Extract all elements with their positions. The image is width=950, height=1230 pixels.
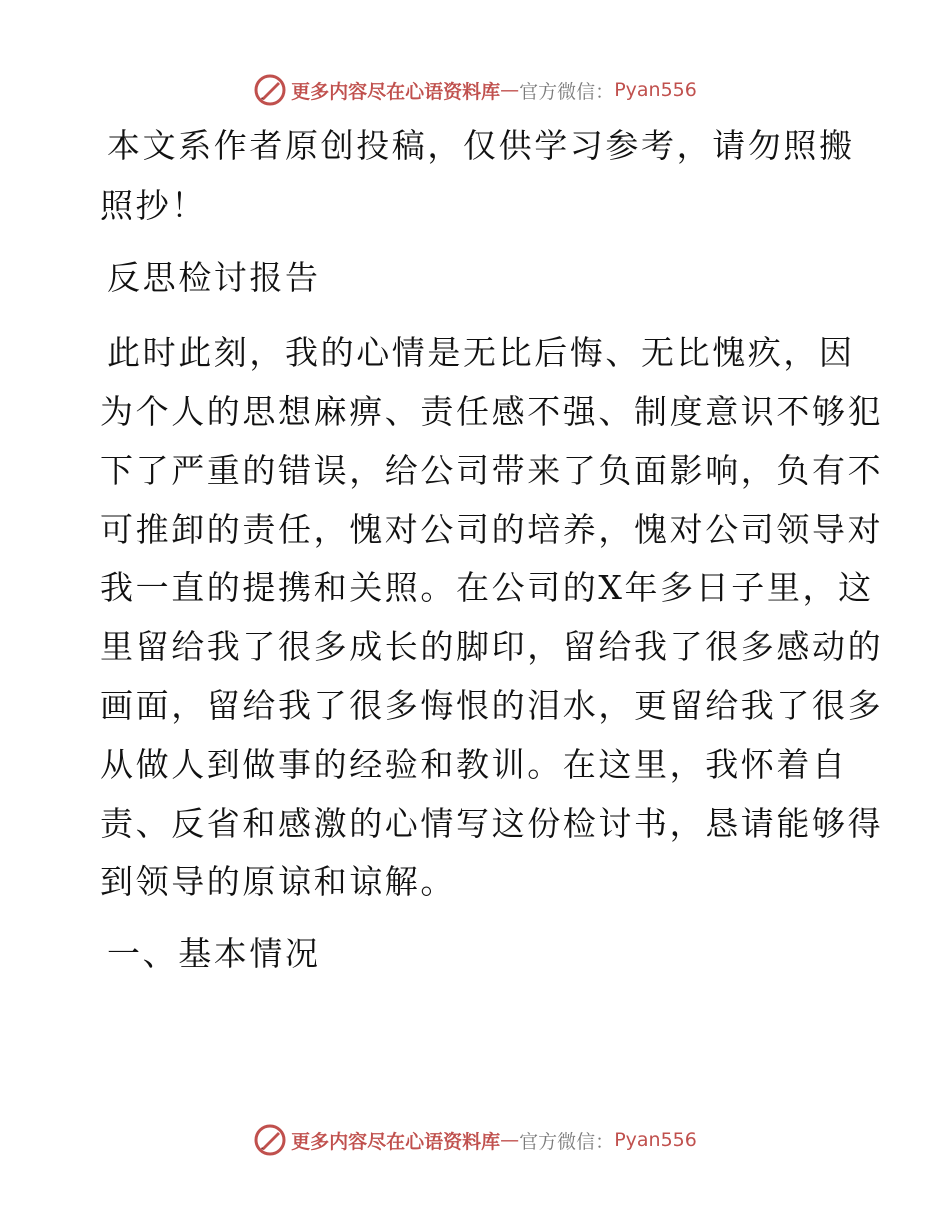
quill-pen-logo-icon <box>253 73 287 107</box>
notice-line: 照抄！ <box>100 186 207 225</box>
footer-watermark <box>0 1120 950 1160</box>
paragraph-line: 此时此刻，我的心情是无比后悔、无比愧疚，因 <box>107 333 855 372</box>
paragraph-line: 下了严重的错误，给公司带来了负面影响，负有不 <box>100 451 884 490</box>
section-heading: 一、基本情况 <box>107 934 321 973</box>
paragraph-line: 里留给我了很多成长的脚印，留给我了很多感动的 <box>100 627 884 666</box>
paragraph-line: 画面，留给我了很多悔恨的泪水，更留给我了很多 <box>100 686 884 725</box>
watermark-text: 更多内容尽在心语资料库 <box>291 80 501 103</box>
paragraph-line: 可推卸的责任，愧对公司的培养，愧对公司领导对 <box>100 510 884 549</box>
watermark-dash: — <box>500 79 520 101</box>
watermark-id: Pyan556 <box>614 79 697 101</box>
paragraph-line: 我一直的提携和关照。在公司的X年多日子里，这 <box>100 568 874 607</box>
watermark-id: Pyan556 <box>614 1129 697 1151</box>
watermark-label: 官方微信： <box>519 1130 615 1153</box>
watermark-text: 更多内容尽在心语资料库 <box>291 1130 501 1153</box>
paragraph-line: 到领导的原谅和谅解。 <box>100 862 456 901</box>
watermark-dash: — <box>500 1129 520 1151</box>
paragraph-line: 为个人的思想麻痹、责任感不强、制度意识不够犯 <box>100 392 884 431</box>
paragraph-line: 从做人到做事的经验和教训。在这里，我怀着自 <box>100 745 848 784</box>
document-title: 反思检讨报告 <box>107 258 321 297</box>
watermark-label: 官方微信： <box>519 80 615 103</box>
header-watermark <box>0 70 950 110</box>
paragraph-line: 责、反省和感激的心情写这份检讨书，恳请能够得 <box>100 804 884 843</box>
quill-pen-logo-icon <box>253 1123 287 1157</box>
notice-line: 本文系作者原创投稿，仅供学习参考，请勿照搬 <box>107 126 855 165</box>
